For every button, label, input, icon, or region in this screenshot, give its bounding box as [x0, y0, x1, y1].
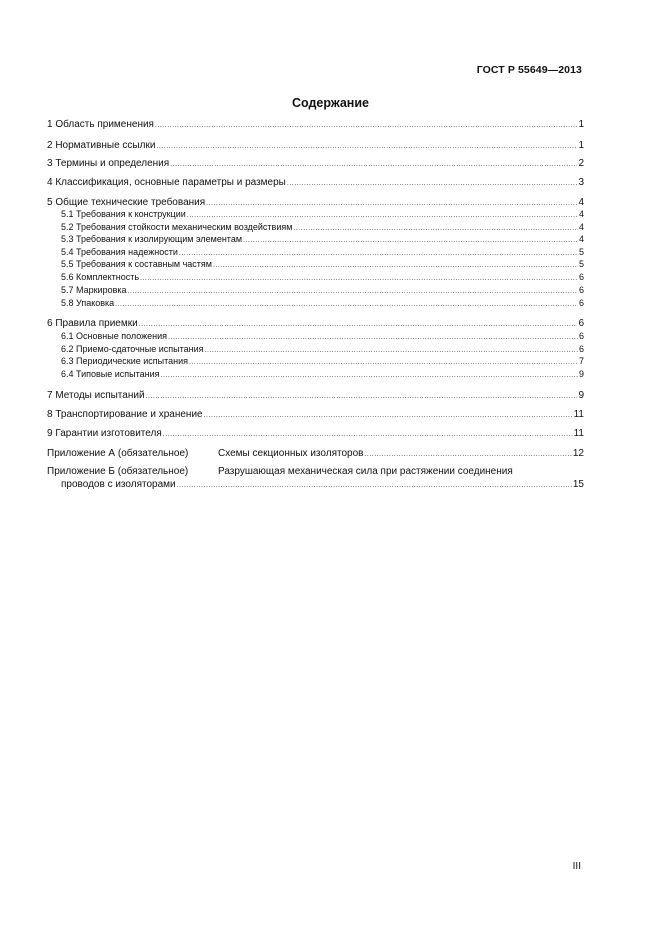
toc-entry-label: 6 Правила приемки [47, 318, 138, 329]
dot-leader [115, 298, 578, 311]
dot-leader [156, 140, 577, 153]
toc-subentry[interactable] [61, 208, 584, 221]
toc-entry-label: 1 Область применения [47, 119, 154, 130]
toc-entry-page: 11 [573, 409, 584, 420]
toc-entry-label: 4 Классификация, основные параметры и размеры [47, 177, 286, 188]
toc-entry-label: 2 Нормативные ссылки [47, 140, 156, 151]
page-number: III [572, 861, 581, 872]
toc-subentry[interactable] [61, 258, 584, 271]
dot-leader [161, 369, 578, 382]
toc-entry-page: 6 [578, 272, 584, 282]
toc-entry-label: 6.4 Типовые испытания [61, 369, 160, 379]
toc-entry-page: 9 [578, 390, 584, 401]
toc-entry-label: 5.3 Требования к изолирующим элементам [61, 234, 243, 244]
toc-entry-label: 6.2 Приемо-сдаточные испытания [61, 344, 204, 354]
toc-subentry[interactable] [61, 233, 584, 246]
toc-entry[interactable] [47, 389, 584, 402]
toc-entry-label: 5.6 Комплектность [61, 272, 140, 282]
toc-entry-label: 5.1 Требования к конструкции [61, 209, 186, 219]
toc-subentry[interactable] [61, 271, 584, 284]
toc-entry-label: 5 Общие технические требования [47, 197, 206, 208]
toc-entry-page: 4 [578, 234, 584, 244]
toc-subentry[interactable] [61, 368, 584, 381]
toc-appendix-b[interactable] [47, 465, 584, 478]
toc-entry-page: 3 [578, 177, 584, 188]
toc-appendix-a[interactable] [47, 447, 584, 460]
toc-entry-page: 5 [578, 247, 584, 257]
toc-entry-page: 11 [573, 428, 584, 439]
toc-appendix-b-continuation[interactable] [61, 478, 584, 491]
toc-subentry[interactable] [61, 297, 584, 310]
toc-entry-label: 9 Гарантии изготовителя [47, 428, 162, 439]
toc-entry-page: 6 [578, 285, 584, 295]
toc-entry[interactable] [47, 139, 584, 152]
appendix-title: Схемы секционных изоляторов [218, 448, 364, 459]
toc-entry-label: 5.4 Требования надежности [61, 247, 178, 257]
dot-leader [163, 428, 573, 441]
toc-entry-page: 1 [578, 140, 584, 151]
dot-leader [287, 177, 578, 190]
toc-entry-label: 3 Термины и определения [47, 158, 170, 169]
toc-entry-label: 7 Методы испытаний [47, 390, 145, 401]
dot-leader [364, 448, 571, 461]
toc-entry-page: 1 [578, 119, 584, 130]
toc-entry[interactable] [47, 427, 584, 440]
dot-leader [177, 479, 572, 492]
appendix-title: Разрушающая механическая сила при растяжении соединения [218, 466, 513, 477]
toc-entry-page: 4 [578, 222, 584, 232]
dot-leader [170, 158, 577, 171]
toc-entry[interactable] [47, 408, 584, 421]
toc-entry[interactable] [47, 176, 584, 189]
toc-entry-page: 4 [578, 209, 584, 219]
appendix-name: Приложение А (обязательное) [47, 448, 189, 459]
toc-entry-label: 5.5 Требования к составным частям [61, 259, 212, 269]
toc-entry-page: 2 [578, 158, 584, 169]
toc-entry-page: 6 [578, 344, 584, 354]
toc-entry-page: 6 [578, 331, 584, 341]
toc-entry-label: 6.1 Основные положения [61, 331, 168, 341]
toc-subentry[interactable] [61, 284, 584, 297]
toc-entry-label: 8 Транспортирование и хранение [47, 409, 203, 420]
toc-entry-page: 4 [578, 197, 584, 208]
toc-entry[interactable] [47, 317, 584, 330]
toc-entry-page: 12 [572, 448, 584, 459]
toc-entry[interactable] [47, 118, 584, 131]
toc-entry-page: 7 [578, 356, 584, 366]
toc-entry-page: 15 [572, 479, 584, 490]
toc-entry-label: 5.8 Упаковка [61, 298, 115, 308]
toc-entry-label: 6.3 Периодические испытания [61, 356, 189, 366]
toc-entry[interactable] [47, 157, 584, 170]
toc-subentry[interactable] [61, 355, 584, 368]
toc-title: Содержание [291, 96, 369, 110]
appendix-title-continuation: проводов с изоляторами [61, 479, 176, 490]
toc-entry-label: 5.2 Требования стойкости механическим воздействиям [61, 222, 293, 232]
toc-entry-label: 5.7 Маркировка [61, 285, 127, 295]
dot-leader [204, 409, 573, 422]
toc-entry-page: 5 [578, 259, 584, 269]
appendix-name: Приложение Б (обязательное) [47, 466, 189, 477]
toc-entry-page: 9 [578, 369, 584, 379]
toc-subentry[interactable] [61, 330, 584, 343]
document-code: ГОСТ Р 55649—2013 [476, 64, 582, 76]
toc-entry-page: 6 [578, 318, 584, 329]
toc-entry-page: 6 [578, 298, 584, 308]
dot-leader [146, 390, 578, 403]
dot-leader [155, 119, 577, 132]
